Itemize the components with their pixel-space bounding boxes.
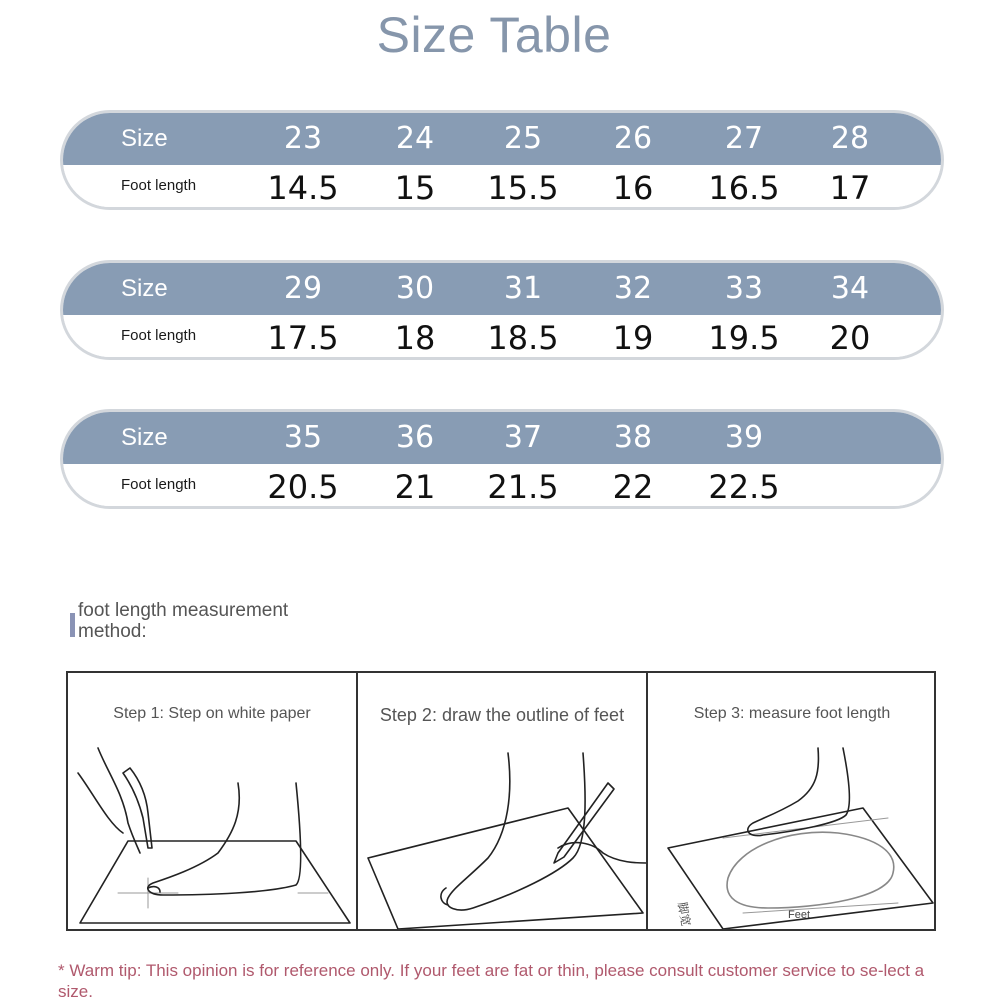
size-cell: 39 bbox=[724, 420, 764, 455]
size-cell: 30 bbox=[395, 271, 435, 306]
size-cell: 25 bbox=[503, 121, 543, 156]
foot-length-row bbox=[63, 165, 941, 210]
foot-length-cell: 20.5 bbox=[267, 468, 339, 506]
size-row-label: Size bbox=[121, 275, 168, 302]
step-3-illustration bbox=[648, 673, 936, 929]
step-1-panel bbox=[68, 673, 358, 929]
measurement-steps bbox=[66, 671, 936, 931]
foot-width-label: 脚宽 bbox=[675, 901, 694, 928]
ruler-label: Feet bbox=[788, 909, 811, 921]
size-row-label: Size bbox=[121, 125, 168, 152]
size-row-label: Size bbox=[121, 424, 168, 451]
page-title: Size Table bbox=[376, 7, 612, 63]
size-row bbox=[63, 113, 941, 165]
size-cell: 31 bbox=[503, 271, 543, 306]
size-cell: 27 bbox=[724, 121, 764, 156]
step-2-panel bbox=[358, 673, 648, 929]
pen bbox=[123, 768, 152, 848]
size-cell: 32 bbox=[613, 271, 653, 306]
foot-outline bbox=[447, 753, 585, 910]
size-cell: 35 bbox=[283, 420, 323, 455]
foot-length-row-label: Foot length bbox=[121, 476, 197, 493]
step-3-caption: Step 3: measure foot length bbox=[693, 705, 891, 722]
method-heading: foot length measurement method: bbox=[78, 600, 289, 642]
paper-sheet bbox=[80, 841, 350, 923]
foot-length-row bbox=[63, 464, 941, 509]
foot-length-cell: 21.5 bbox=[487, 468, 559, 506]
size-cell: 37 bbox=[503, 420, 543, 455]
step-1-caption: Step 1: Step on white paper bbox=[113, 705, 311, 722]
foot-length-cell: 22 bbox=[612, 468, 654, 506]
size-table-3 bbox=[60, 409, 944, 509]
foot-length-row-label: Foot length bbox=[121, 177, 197, 194]
size-cell: 34 bbox=[830, 271, 870, 306]
foot-length-cell: 22.5 bbox=[708, 468, 780, 506]
foot-length-cell: 15.5 bbox=[487, 169, 559, 207]
size-table-1 bbox=[60, 110, 944, 210]
size-cell: 29 bbox=[283, 271, 323, 306]
size-cell: 24 bbox=[395, 121, 435, 156]
step-3-panel bbox=[648, 673, 936, 929]
foot-length-cell: 18 bbox=[394, 319, 436, 357]
foot-length-cell: 20 bbox=[829, 319, 871, 357]
foot-length-cell: 18.5 bbox=[487, 319, 559, 357]
foot-length-cell: 16 bbox=[612, 169, 654, 207]
step-2-caption: Step 2: draw the outline of feet bbox=[379, 705, 625, 725]
step-1-illustration bbox=[68, 673, 356, 929]
size-cell: 36 bbox=[395, 420, 435, 455]
warm-tip: * Warm tip: This opinion is for reference only. If your feet are fat or thin, please consult customer service to se-lect a size. bbox=[58, 961, 925, 1000]
foot-length-row bbox=[63, 315, 941, 360]
step-2-illustration bbox=[358, 673, 646, 929]
hand-outline bbox=[98, 748, 140, 853]
paper-sheet bbox=[368, 808, 643, 929]
foot-outline bbox=[727, 832, 894, 908]
size-cell: 38 bbox=[613, 420, 653, 455]
size-cell: 26 bbox=[613, 121, 653, 156]
foot-length-cell: 15 bbox=[394, 169, 436, 207]
size-cell: 28 bbox=[830, 121, 870, 156]
foot bbox=[748, 748, 850, 836]
foot-outline bbox=[148, 783, 301, 895]
foot-length-cell: 19.5 bbox=[708, 319, 780, 357]
size-table-2 bbox=[60, 260, 944, 360]
foot-length-cell: 17.5 bbox=[267, 319, 339, 357]
foot-length-row-label: Foot length bbox=[121, 327, 197, 344]
foot-length-cell: 21 bbox=[394, 468, 436, 506]
section-marker bbox=[70, 613, 75, 637]
size-cell: 23 bbox=[283, 121, 323, 156]
size-cell: 33 bbox=[724, 271, 764, 306]
foot-length-cell: 14.5 bbox=[267, 169, 339, 207]
foot-length-cell: 17 bbox=[829, 169, 871, 207]
foot-length-cell: 16.5 bbox=[708, 169, 780, 207]
size-row bbox=[63, 412, 941, 464]
foot-length-cell: 19 bbox=[612, 319, 654, 357]
size-row bbox=[63, 263, 941, 315]
